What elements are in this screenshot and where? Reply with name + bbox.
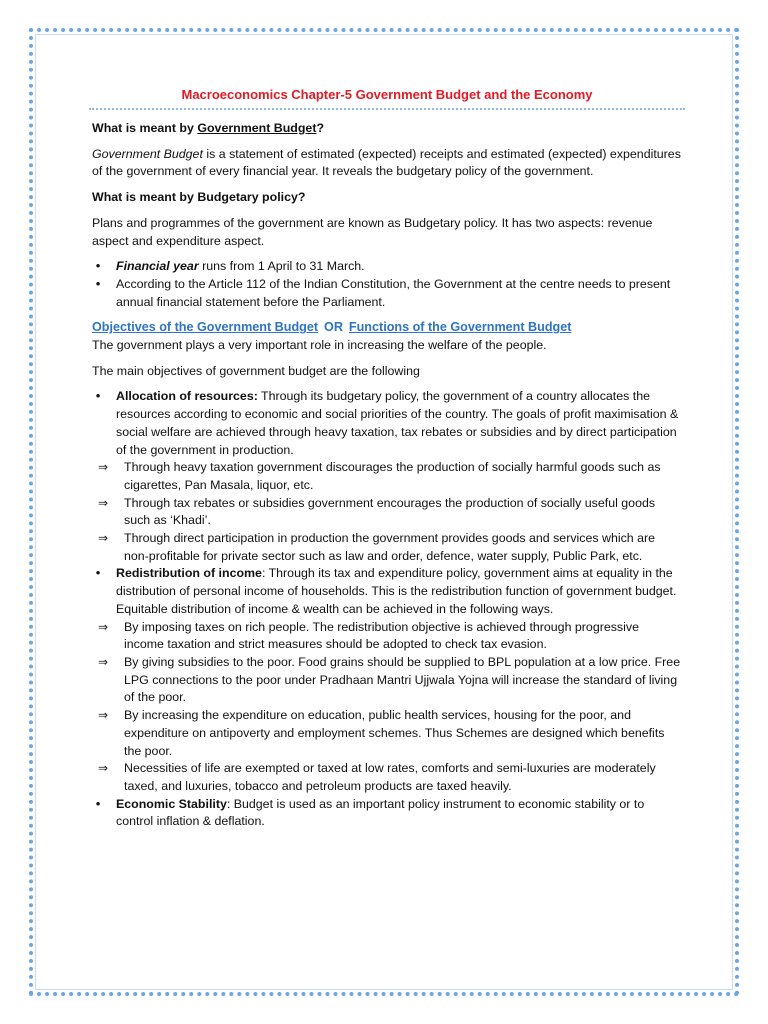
sub-item xyxy=(90,459,682,494)
bullet-icon: • xyxy=(95,276,101,291)
arrow-icon: ⇒ xyxy=(98,460,109,475)
bullet-icon: • xyxy=(95,566,101,581)
objectives-heading xyxy=(92,319,682,337)
sub-item-text: By increasing the expenditure on education, public health services, housing for the poor, and expenditure on antipoverty and employment schemes. Thus Schemes are designed which benefits the poor. xyxy=(124,708,665,758)
sub-item xyxy=(90,760,682,795)
sub-item-text: By imposing taxes on rich people. The redistribution objective is achieved through progressive income taxation and strict measures should be adopted to check tax evasion. xyxy=(124,619,639,652)
list-item xyxy=(92,276,682,311)
question-prefix: What is meant by xyxy=(92,121,198,135)
arrow-icon: ⇒ xyxy=(98,495,109,510)
list-item-allocation xyxy=(92,388,682,459)
sub-item-text: Through tax rebates or subsidies government encourages the production of socially useful goods such as ‘Khadi’. xyxy=(124,495,656,528)
sub-item-text: By giving subsidies to the poor. Food grains should be supplied to BPL population at a low price. Free LPG connections to the poor under Pradhaan Mantri Ujjwala Yojna will increase the standard of living of the poor. xyxy=(124,654,681,705)
page-title: Macroeconomics Chapter-5 Government Budget and the Economy xyxy=(181,87,593,102)
bullet-text: runs from 1 April to 31 March. xyxy=(198,259,365,274)
list-item-stability xyxy=(92,796,682,831)
sub-item-text: Necessities of life are exempted or taxed at low rates, comforts and semi-luxuries are moderately taxed, and luxuries, tobacco and petroleum products are taxed heavily. xyxy=(124,761,656,793)
bullet-text: : Budget is used as an important policy instrument to economic stability or to control inflation & deflation. xyxy=(116,796,645,829)
definition-budgetary-policy: Plans and programmes of the government are known as Budgetary policy. It has two aspects: revenue aspect and expenditure aspect. xyxy=(92,215,653,248)
arrow-icon: ⇒ xyxy=(98,654,109,669)
bullet-label: Financial year xyxy=(116,259,199,274)
bullet-icon: • xyxy=(95,796,101,811)
definition-government-budget xyxy=(92,146,682,181)
list-item xyxy=(92,258,682,276)
definition-text: is a statement of estimated (expected) receipts and estimated (expected) expenditures of the government of every financial year. It reveals the budgetary policy of the government. xyxy=(92,146,681,179)
question-suffix: ? xyxy=(316,121,325,135)
title-divider xyxy=(89,108,685,110)
sub-item-text: Through heavy taxation government discourages the production of socially harmful goods such as cigarettes, Pan Masala, liquor, etc. xyxy=(124,460,661,492)
arrow-icon: ⇒ xyxy=(98,761,109,776)
sub-item xyxy=(90,654,682,707)
bullet-text: Through its budgetary policy, the government of a country allocates the resources according to economic and social priorities of the country. The goals of profit maximisation & social welfare are achieved through heavy taxation, tax rebates or subsidies and by direct participation of the government in production. xyxy=(116,389,679,457)
bullet-text: : Through its tax and expenditure policy, government aims at equality in the distribution of personal income of households. This is the redistribution function of government budget. Equitable distribution of income & wealth can be achieved in the following ways. xyxy=(116,566,677,616)
sub-item xyxy=(90,707,682,760)
intro-text: The main objectives of government budget are the following xyxy=(92,363,420,378)
sub-item xyxy=(90,619,682,654)
bullet-label: Economic Stability xyxy=(116,796,227,811)
bullet-icon: • xyxy=(95,389,101,404)
arrow-icon: ⇒ xyxy=(98,619,109,634)
list-item-redistribution xyxy=(92,565,682,618)
bullet-icon: • xyxy=(95,259,101,274)
document-body xyxy=(92,86,682,831)
or-separator: OR xyxy=(324,320,343,335)
question-term: Government Budget xyxy=(197,121,317,135)
functions-link[interactable]: Functions of the Government Budget xyxy=(348,320,572,335)
question-government-budget xyxy=(92,120,682,138)
arrow-icon: ⇒ xyxy=(98,531,109,546)
sub-item xyxy=(90,495,682,530)
sub-item-text: Through direct participation in production the government provides goods and services which are non-profitable for private sector such as law and order, defence, water supply, Public Park, etc. xyxy=(124,531,656,563)
question-budgetary-policy: What is meant by Budgetary policy? xyxy=(92,190,306,205)
objectives-link[interactable]: Objectives of the Government Budget xyxy=(92,320,319,335)
sub-item xyxy=(90,530,682,565)
bullet-label: Allocation of resources: xyxy=(116,389,258,404)
definition-term: Government Budget xyxy=(92,146,203,161)
bullet-label: Redistribution of income xyxy=(116,566,262,581)
arrow-icon: ⇒ xyxy=(98,708,109,723)
bullet-text: According to the Article 112 of the Indian Constitution, the Government at the centre needs to present annual financial statement before the Parliament. xyxy=(116,276,671,309)
intro-text: The government plays a very important role in increasing the welfare of the people. xyxy=(92,338,547,353)
